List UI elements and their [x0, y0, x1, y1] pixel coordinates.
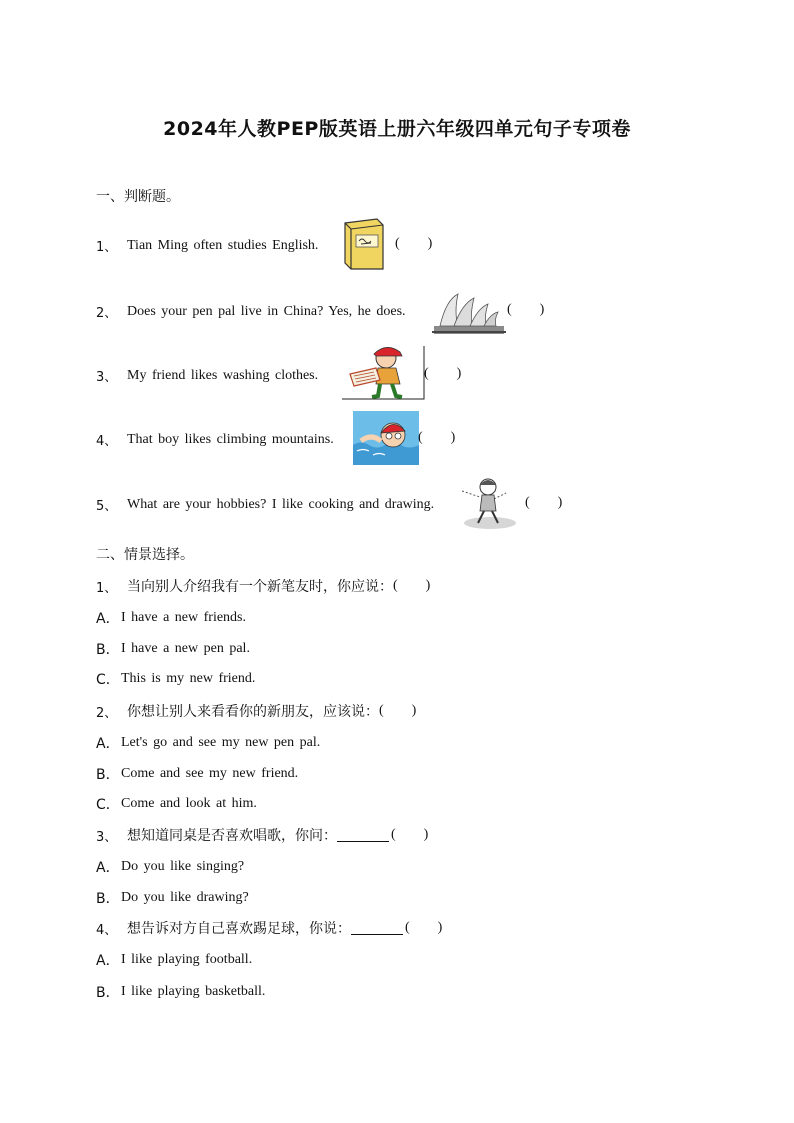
answer-paren-1[interactable]: ( )	[395, 236, 433, 251]
singer-icon	[458, 475, 520, 535]
answer-paren-4[interactable]: ( )	[418, 430, 456, 445]
question-number: 4、	[96, 922, 118, 938]
page-title: 2024年人教PEP版英语上册六年级四单元句子专项卷	[163, 118, 631, 140]
item-number: 3、	[96, 370, 118, 385]
judge-item-2	[96, 302, 406, 321]
swimmer-icon	[353, 411, 419, 469]
section1-heading: 一、判断题。	[96, 189, 180, 205]
option-4a[interactable]: A． I like playing football.	[96, 952, 253, 969]
judge-item-1	[96, 236, 318, 255]
option-3a[interactable]: A． Do you like singing?	[96, 859, 245, 876]
judge-item-5	[96, 495, 434, 514]
answer-paren[interactable]: ( )	[379, 703, 417, 718]
section2-heading: 二、情景选择。	[96, 547, 194, 563]
question-text: 想知道同桌是否喜欢唱歌，你问：	[127, 828, 337, 844]
answer-paren-5[interactable]: ( )	[525, 495, 563, 510]
answer-paren[interactable]: ( )	[393, 578, 431, 593]
answer-blank[interactable]	[351, 922, 403, 935]
item-text: Tian Ming often studies English.	[127, 237, 319, 253]
question-text: 当向别人介绍我有一个新笔友时，你应说：	[127, 579, 393, 595]
answer-paren-2[interactable]: ( )	[507, 302, 545, 317]
question-number: 2、	[96, 705, 118, 721]
choice-question-2	[96, 701, 416, 721]
item-number: 4、	[96, 434, 118, 449]
question-text: 想告诉对方自己喜欢踢足球，你说：	[127, 921, 351, 937]
question-number: 3、	[96, 829, 118, 845]
answer-paren-3[interactable]: ( )	[424, 366, 462, 381]
item-text: Does your pen pal live in China? Yes, he does.	[127, 303, 406, 319]
option-2a[interactable]: A． Let's go and see my new pen pal.	[96, 735, 321, 752]
judge-item-3	[96, 366, 318, 385]
judge-item-4	[96, 430, 334, 449]
option-1b[interactable]: B． I have a new pen pal.	[96, 641, 250, 658]
opera-house-icon	[432, 286, 506, 340]
choice-question-4	[96, 918, 442, 938]
answer-paren[interactable]: ( )	[391, 827, 429, 842]
question-text: 你想让别人来看看你的新朋友，应该说：	[127, 704, 379, 720]
item-number: 2、	[96, 306, 118, 321]
item-number: 1、	[96, 240, 118, 255]
book-icon	[341, 217, 387, 275]
item-text: What are your hobbies? I like cooking and drawing.	[127, 496, 435, 512]
item-number: 5、	[96, 499, 118, 514]
option-3b[interactable]: B． Do you like drawing?	[96, 890, 249, 907]
item-text: My friend likes washing clothes.	[127, 367, 319, 383]
choice-question-3	[96, 825, 428, 845]
answer-paren[interactable]: ( )	[405, 920, 443, 935]
option-1c[interactable]: C． This is my new friend.	[96, 671, 256, 688]
option-1a[interactable]: A． I have a new friends.	[96, 610, 247, 627]
option-2b[interactable]: B． Come and see my new friend.	[96, 766, 299, 783]
boy-reading-icon	[342, 344, 426, 406]
answer-blank[interactable]	[337, 829, 389, 842]
item-text: That boy likes climbing mountains.	[127, 431, 334, 447]
option-4b[interactable]: B． I like playing basketball.	[96, 984, 266, 1001]
choice-question-1	[96, 576, 430, 596]
question-number: 1、	[96, 580, 118, 596]
option-2c[interactable]: C． Come and look at him.	[96, 796, 257, 813]
